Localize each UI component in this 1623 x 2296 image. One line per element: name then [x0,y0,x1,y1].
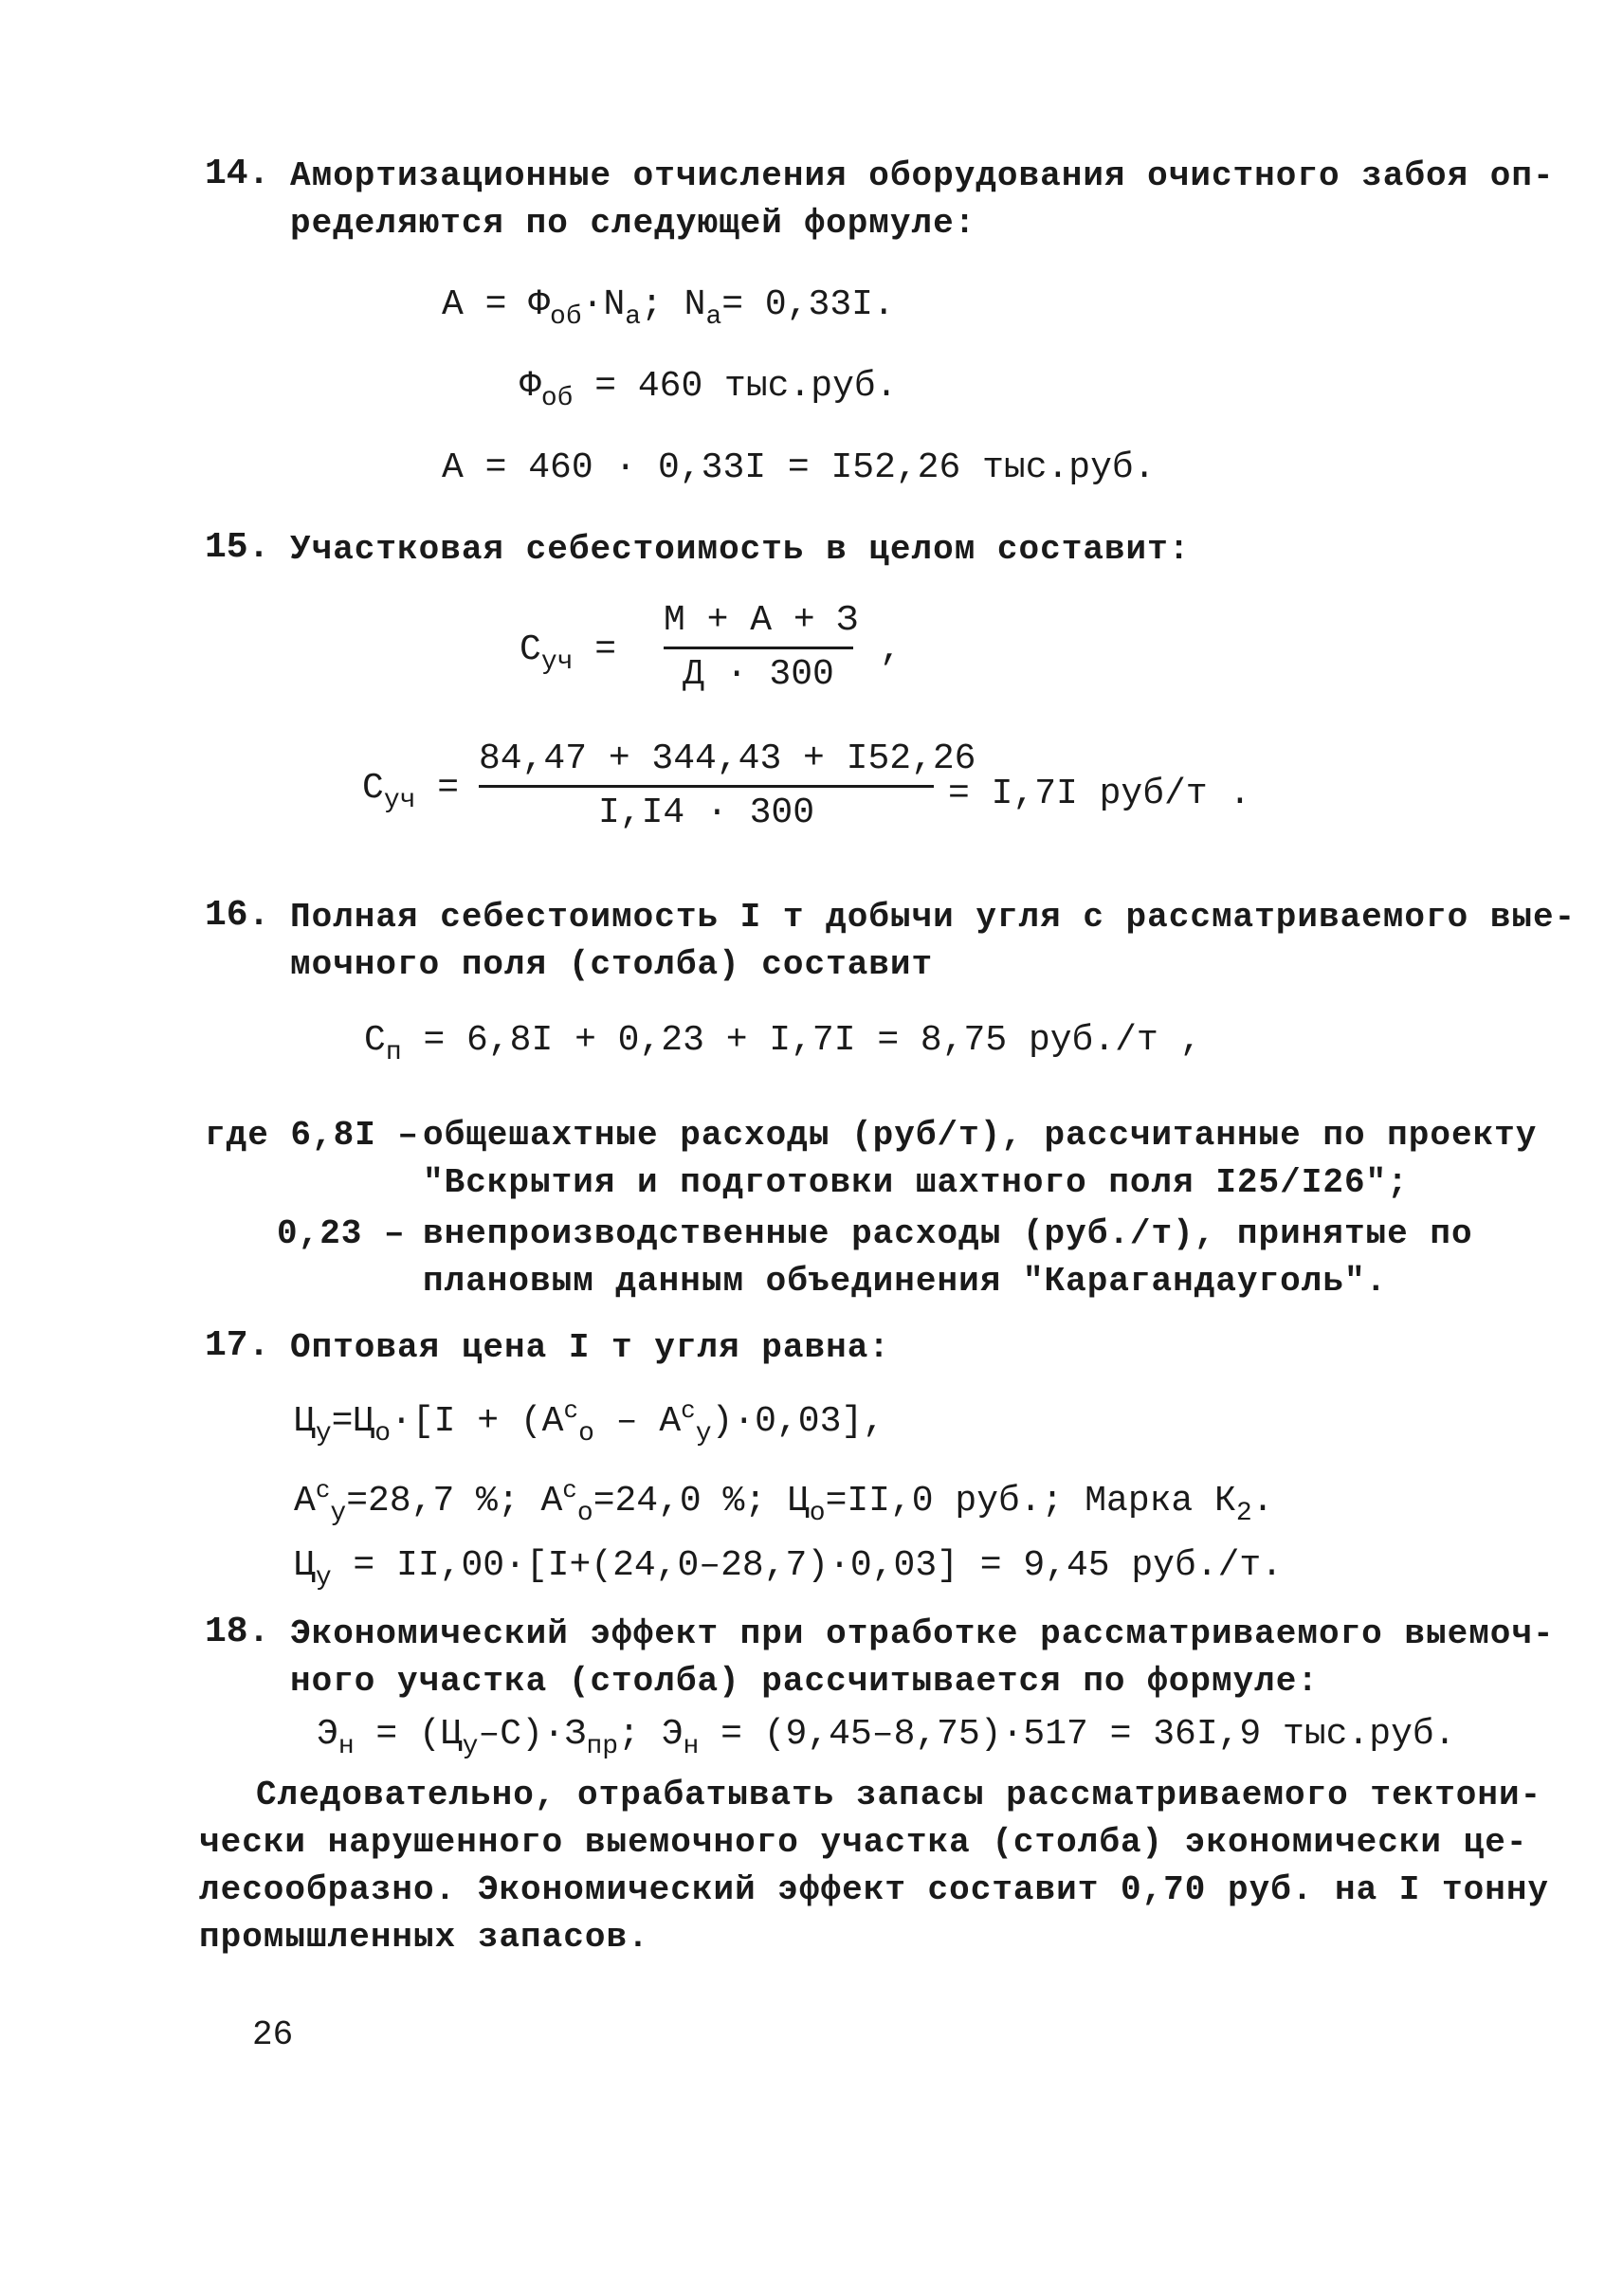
page-number: 26 [252,2015,294,2054]
note-1-label: где 6,8I – [205,1116,420,1155]
formula-15a-lhs: $С_{уч}$ = [520,629,617,677]
formula-17a: $Ц_у=Ц_о\cdot[I + (A^с_о - A^с_у)\cdot 0,03]$, [294,1396,884,1449]
item-16-number: 16. [205,895,270,936]
item-14-number: 14. [205,154,270,194]
conclusion-line-3: лесообразно. Экономический эффект составит 0,70 руб. на I тонну [199,1870,1550,1909]
formula-15b-tail: = I,7I руб/т . [948,774,1251,814]
formula-15a-fraction [664,599,859,697]
item-16-line-2: мочного поля (столба) составит [290,945,934,984]
formula-16: $С_п = 6,8I + 0,23 + I,7I = 8,75$ руб./т , [364,1020,1202,1067]
formula-18: $Э_н = (Ц_у-С)\cdot З_{пр}$; $Э_н = (9,45-8,75)\cdot 517 = 36I,9$ тыс.руб. [317,1714,1456,1761]
item-15-line-1: Участковая себестоимость в целом составит: [290,530,1191,569]
note-1-line-2: "Вскрытия и подготовки шахтного поля I25/I26"; [423,1163,1409,1202]
item-14-line-2: ределяются по следующей формуле: [290,204,976,243]
item-16-line-1: Полная себестоимость I т добычи угля с рассматриваемого вые- [290,898,1577,937]
fraction-bar [664,647,853,649]
note-1-line-1: общешахтные расходы (руб/т), рассчитанные по проекту [423,1116,1538,1155]
item-18-line-1: Экономический эффект при отработке рассматриваемого выемоч- [290,1614,1555,1653]
conclusion-line-2: чески нарушенного выемочного участка (столба) экономически це- [199,1823,1528,1862]
formula-14a: $А = Ф_{об}\cdot N_а$; $N_а= 0,33I$. [442,284,895,332]
item-15-number: 15. [205,527,270,568]
note-2-line-2: плановым данным объединения "Карагандауголь". [423,1262,1388,1301]
item-18-number: 18. [205,1612,270,1652]
item-17-line-1: Оптовая цена I т угля равна: [290,1328,890,1367]
formula-15a-denominator: Д · 300 [683,654,834,695]
item-14-line-1: Амортизационные отчисления оборудования очистного забоя оп- [290,156,1555,195]
formula-17b: $A^с_у=28,7$ %; $A^с_о=24,0$ %; $Ц_о=II,0$ руб.; Марка $К_2$. [294,1476,1274,1528]
formula-15b-denominator: I,I4 · 300 [597,793,815,833]
item-17-number: 17. [205,1325,270,1366]
formula-14b: $Ф_{об} = 460$ тыс.руб. [520,366,898,413]
note-2-label: 0,23 – [277,1214,406,1253]
conclusion-line-1: Следовательно, отрабатывать запасы рассматриваемого тектони- [256,1776,1542,1814]
fraction-bar [479,785,934,788]
formula-15a-tail: , [880,629,902,670]
item-18-line-2: ного участка (столба) рассчитывается по формуле: [290,1662,1319,1701]
conclusion-line-4: промышленных запасов. [199,1918,649,1957]
formula-15a-numerator: М + А + З [664,600,859,641]
note-2-line-1: внепроизводственные расходы (руб./т), принятые по [423,1214,1473,1253]
formula-15b-fraction [479,738,976,835]
formula-17c: $Ц_у = II,00\cdot[I+(24,0-28,7)\cdot 0,03] = 9,45$ руб./т. [294,1545,1283,1593]
formula-14c: А = 460 · 0,33I = I52,26 тыс.руб. [442,447,1156,488]
formula-15b-lhs: $С_{уч}$ = [362,768,460,815]
formula-15b-numerator: 84,47 + 344,43 + I52,26 [479,738,976,779]
